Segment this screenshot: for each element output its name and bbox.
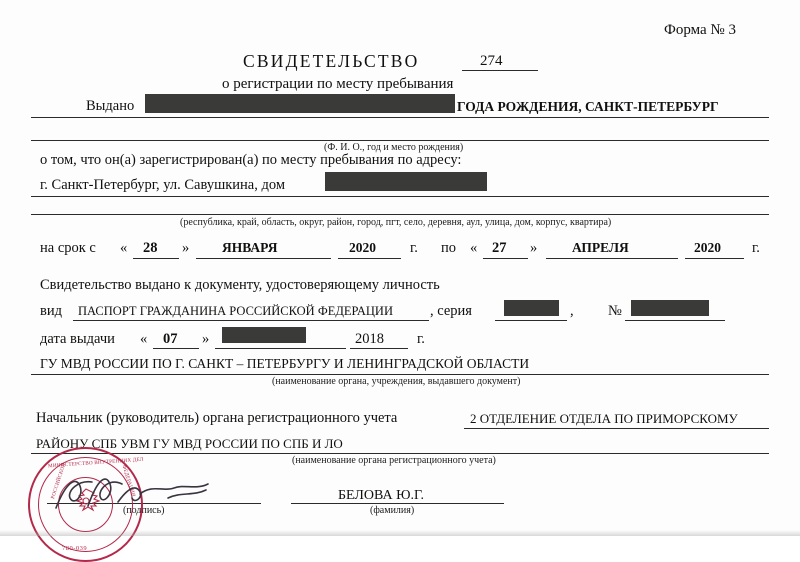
address-rule-2 [31,214,769,215]
redaction-address [325,172,487,191]
doc-kind-rule [73,320,429,321]
caption-chief: (наименование органа регистрационного учета) [292,455,496,466]
doc-date-day: 07 [163,331,178,347]
term-to-day: 27 [492,240,507,256]
term-to-year: 2020 [694,240,721,255]
issued-to-value: ГОДА РОЖДЕНИЯ, САНКТ-ПЕТЕРБУРГ [457,99,719,114]
term-year-abbr-1: г. [410,240,418,256]
doc-date-quote-open: « [140,331,148,347]
term-to-month-rule [546,258,678,259]
term-to-month: АПРЕЛЯ [572,240,629,255]
term-from-month: ЯНВАРЯ [222,240,278,255]
doc-date-year-abbr: г. [417,331,425,347]
doc-date-month-rule [215,348,346,349]
term-quote-close-2: » [530,240,538,256]
doc-date-year: 2018 [355,331,384,347]
fio-rule [31,140,769,141]
chief-value-line1: 2 ОТДЕЛЕНИЕ ОТДЕЛА ПО ПРИМОРСКОМУ [470,411,738,426]
term-from-day: 28 [143,240,158,256]
form-number-label: Форма № 3 [664,22,736,38]
stamp-text-left: РОССИЙСКОЙ [50,462,68,500]
doc-authority: ГУ МВД РОССИИ ПО Г. САНКТ – ПЕТЕРБУРГУ И ЛЕНИНГРАДСКОЙ ОБЛАСТИ [40,356,530,371]
term-quote-close: » [182,240,190,256]
stamp-text-right: ФЕДЕРАЦИИ [120,464,137,498]
chief-rule-1 [464,428,769,429]
doc-number-label: № [608,303,622,319]
doc-series-rule [495,320,567,321]
page-bottom-shadow [0,530,800,536]
doc-series-label: , серия [430,303,472,319]
term-from-month-rule [196,258,331,259]
caption-signature: (подпись) [123,505,165,516]
doc-kind-value: ПАСПОРТ ГРАЖДАНИНА РОССИЙСКОЙ ФЕДЕРАЦИИ [78,304,393,318]
stamp-text-top: МИНИСТЕРСТВО ВНУТРЕННИХ ДЕЛ [47,456,144,470]
redaction-series [504,300,559,316]
redaction-name [145,94,455,113]
address-value: г. Санкт-Петербург, ул. Савушкина, дом [40,177,286,193]
caption-surname: (фамилия) [370,505,415,516]
issued-to-rule [31,117,769,118]
redaction-date-month [222,327,306,343]
term-middle: по [441,240,457,256]
chief-value-line2: РАЙОНУ СПБ УВМ ГУ МВД РОССИИ ПО СПБ И ЛО [36,436,343,451]
address-rule [31,196,769,197]
doc-authority-rule [31,374,769,375]
doc-kind-label: вид [40,303,62,319]
surname-rule [291,503,504,504]
term-from-day-rule [133,258,179,259]
issued-to-label: Выдано [86,98,135,114]
signatory-surname: БЕЛОВА Ю.Г. [338,488,424,503]
certificate-number: 274 [480,53,503,69]
caption-fio: (Ф. И. О., год и место рождения) [324,142,464,153]
term-from-year-rule [338,258,401,259]
doc-number-rule [625,320,725,321]
term-prefix: на срок с [40,240,96,256]
handwritten-signature [48,462,238,522]
term-year-abbr-2: г. [752,240,760,256]
caption-authority: (наименование органа, учреждения, выдавшего документ) [272,376,521,387]
stamp-text-bottom: 780-039 [62,545,88,552]
term-from-year: 2020 [349,240,376,255]
redaction-doc-number [631,300,709,316]
chief-rule-2 [31,453,769,454]
registered-line: о том, что он(а) зарегистрирован(а) по месту пребывания по адресу: [40,152,462,168]
doc-date-day-rule [153,348,199,349]
term-to-year-rule [685,258,744,259]
caption-address: (республика, край, область, округ, район, город, пгт, село, деревня, аул, улица, дом, корпус, квартира) [180,217,612,228]
term-quote-open-2: « [470,240,478,256]
page-title: СВИДЕТЕЛЬСТВО [243,51,420,71]
doc-comma: , [570,303,574,319]
term-to-day-rule [483,258,528,259]
chief-label: Начальник (руководитель) органа регистрационного учета [36,410,398,426]
number-rule [462,70,538,71]
doc-date-year-rule [350,348,408,349]
doc-date-quote-close: » [202,331,210,347]
page-subtitle: о регистрации по месту пребывания [222,76,454,92]
doc-intro: Свидетельство выдано к документу, удостоверяющему личность [40,277,440,293]
doc-date-label: дата выдачи [40,331,115,347]
term-quote-open: « [120,240,128,256]
